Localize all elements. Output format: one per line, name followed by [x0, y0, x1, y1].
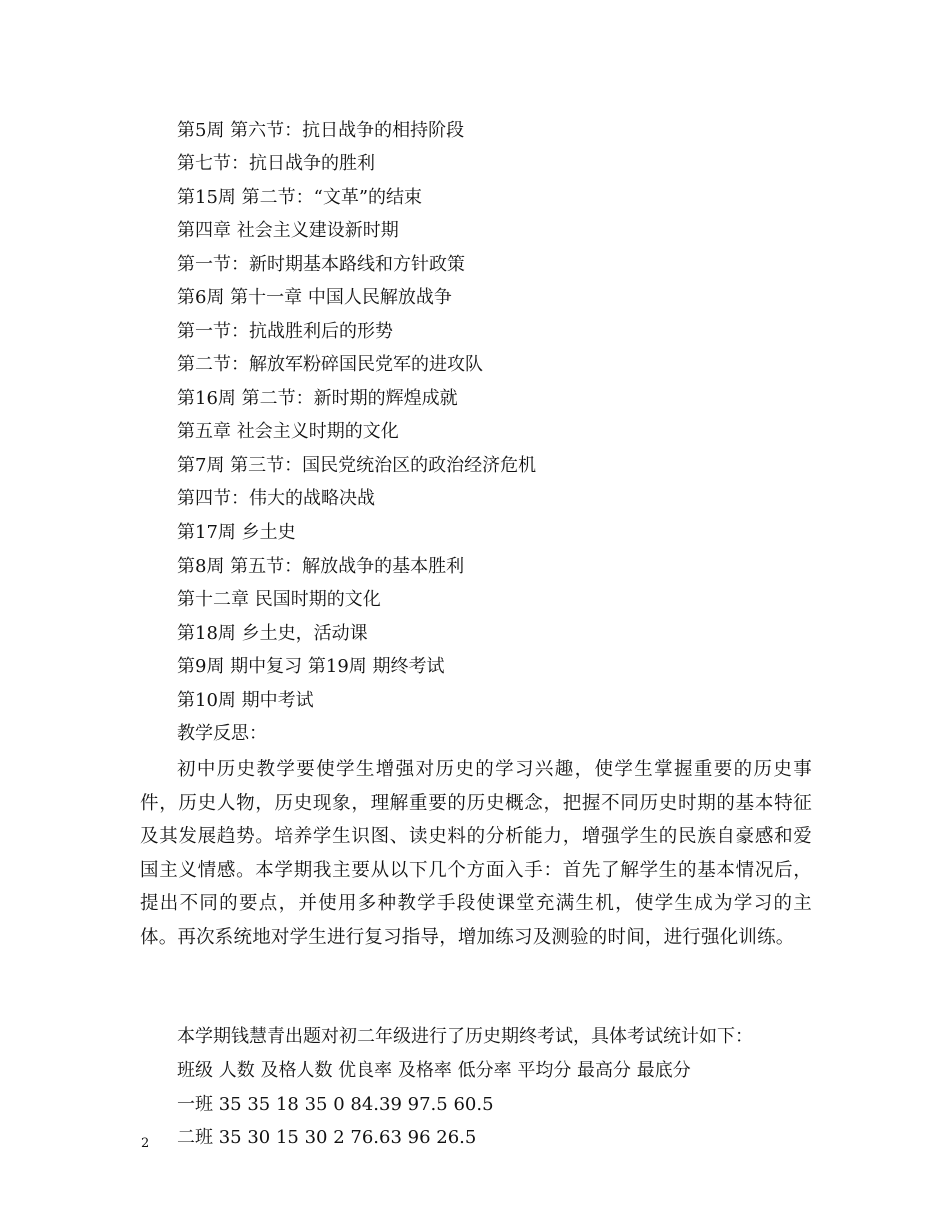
page-number: 2: [141, 1136, 150, 1151]
schedule-line: 第二节：解放军粉碎国民党军的进攻队: [177, 354, 483, 375]
stats-row: 一班 35 35 18 35 0 84.39 97.5 60.5: [177, 1094, 494, 1115]
reflection-paragraph: 初中历史教学要使学生增强对历史的学习兴趣，使学生掌握重要的历史事件，历史人物，历史现象，理解重要的历史概念，把握不同历史时期的基本特征及其发展趋势。培养学生识图、读史料的分析能力，增强学生的民族自豪感和爱国主义情感。本学期我主要从以下几个方面入手：首先了解学生的基本情况后，提出不同的要点，并使用多种教学手段使课堂充满生机，使学生成为学习的主体。再次系统地对学生进行复习指导，增加练习及测验的时间，进行强化训练。: [140, 759, 812, 948]
schedule-line: 第16周 第二节：新时期的辉煌成就: [177, 388, 458, 409]
schedule-line: 第9周 期中复习 第19周 期终考试: [177, 656, 445, 677]
schedule-line: 第8周 第五节：解放战争的基本胜利: [177, 556, 465, 577]
schedule-line: 第七节：抗日战争的胜利: [177, 153, 375, 174]
schedule-line: 第十二章 民国时期的文化: [177, 589, 381, 610]
schedule-line: 第15周 第二节：“文革”的结束: [177, 187, 423, 208]
schedule-line: 第17周 乡土史: [177, 522, 296, 543]
schedule-line: 第五章 社会主义时期的文化: [177, 421, 399, 442]
schedule-line: 第18周 乡土史，活动课: [177, 623, 368, 644]
schedule-line: 第7周 第三节：国民党统治区的政治经济危机: [177, 455, 537, 476]
stats-row: 二班 35 30 15 30 2 76.63 96 26.5: [177, 1127, 477, 1148]
exam-intro: 本学期钱慧青出题对初二年级进行了历史期终考试，具体考试统计如下：: [177, 1026, 753, 1047]
schedule-line: 第一节：新时期基本路线和方针政策: [177, 254, 465, 275]
schedule-line: 第5周 第六节：抗日战争的相持阶段: [177, 120, 465, 141]
schedule-line: 第四章 社会主义建设新时期: [177, 220, 399, 241]
stats-header-row: 班级 人数 及格人数 优良率 及格率 低分率 平均分 最高分 最底分: [177, 1060, 691, 1081]
schedule-line: 第6周 第十一章 中国人民解放战争: [177, 287, 452, 308]
schedule-line: 第一节：抗战胜利后的形势: [177, 321, 393, 342]
schedule-line: 第四节：伟大的战略决战: [177, 488, 375, 509]
section-heading: 教学反思：: [177, 723, 267, 744]
schedule-line: 第10周 期中考试: [177, 690, 314, 711]
